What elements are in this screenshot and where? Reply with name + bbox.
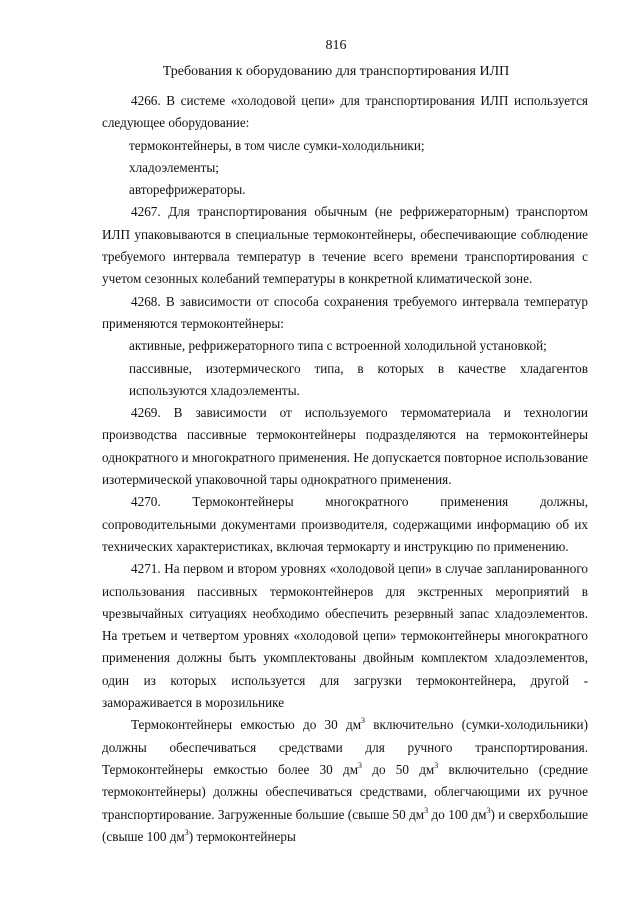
list-item-4268-1: активные, рефрижераторного типа с встроенной холодильной установкой; [129,338,547,354]
document-body [102,90,588,848]
superscript: 3 [434,760,439,770]
section-title: Требования к оборудованию для транспортирования ИЛП [162,64,510,79]
superscript: 3 [358,760,363,770]
paragraph-4270: 4270. Термоконтейнеры многократного применения должны, сопроводительными документами производителя, содержащими информацию об их технических характеристиках, включая термокарту и инструкцию по применению. [102,494,588,554]
page-number: 816 [325,38,347,53]
list-item-4266-3: авторефрижераторы. [129,182,246,198]
paragraph-4267: 4267. Для транспортирования обычным (не рефрижераторным) транспортом ИЛП упаковываются в специальные термоконтейнеры, обеспечивающие соблюдение требуемого интервала температур в течение всего времени транспортирования с учетом сезонных колебаний температуры в конкретной климатической зоне. [102,204,588,287]
paragraph-4266: 4266. В системе «холодовой цепи» для транспортирования ИЛП используется следующее оборудование: [102,93,588,131]
text-run: до 50 дм [362,761,435,777]
paragraph-containers [102,714,588,848]
list-item-4266-1: термоконтейнеры, в том числе сумки-холодильники; [129,137,425,153]
text-run: включительно (сумки-холодильники) должны обеспечиваться средствами для ручного транспортирования. Термоконтейнеры емкостью более 30 дм [102,717,588,777]
list-item-4266-2: хладоэлементы; [129,159,219,175]
text-run: Термоконтейнеры емкостью до 30 дм [131,717,362,733]
paragraph-4268: 4268. В зависимости от способа сохранения требуемого интервала температур применяются термоконтейнеры: [102,293,588,331]
superscript: 3 [424,805,429,815]
list-item-4268-2: пассивные, изотермического типа, в которых в качестве хладагентов используются хладоэлементы. [129,360,588,398]
superscript: 3 [184,827,189,837]
paragraph-4269: 4269. В зависимости от используемого термоматериала и технологии производства пассивные термоконтейнеры подразделяются на термоконтейнеры однократного и многократного применения. Не допускается повторное использование изотермической упаковочной тары однократного применения. [102,405,588,488]
paragraph-4271: 4271. На первом и втором уровнях «холодовой цепи» в случае запланированного использования пассивных термоконтейнеров для экстренных мероприятий в чрезвычайных ситуациях необходимо обеспечить резервный запас хладоэлементов. На третьем и четвертом уровнях «холодовой цепи» термоконтейнеры многократного применения должны быть укомплектованы двойным комплектом хладоэлементов, один из которых используется для загрузки термоконтейнера, другой - замораживается в морозильнике [102,561,588,711]
text-run: ) термоконтейнеры [188,828,296,844]
text-run: ) и сверхбольшие (свыше 100 дм [102,806,589,844]
superscript: 3 [361,716,366,726]
text-run: включительно (средние термоконтейнеры) должны обеспечиваться средствами, облегчающими их ручное транспортирование. Загруженные большие (свыше 50 дм [102,761,588,822]
text-run: до 100 дм [428,806,487,822]
superscript: 3 [486,805,491,815]
